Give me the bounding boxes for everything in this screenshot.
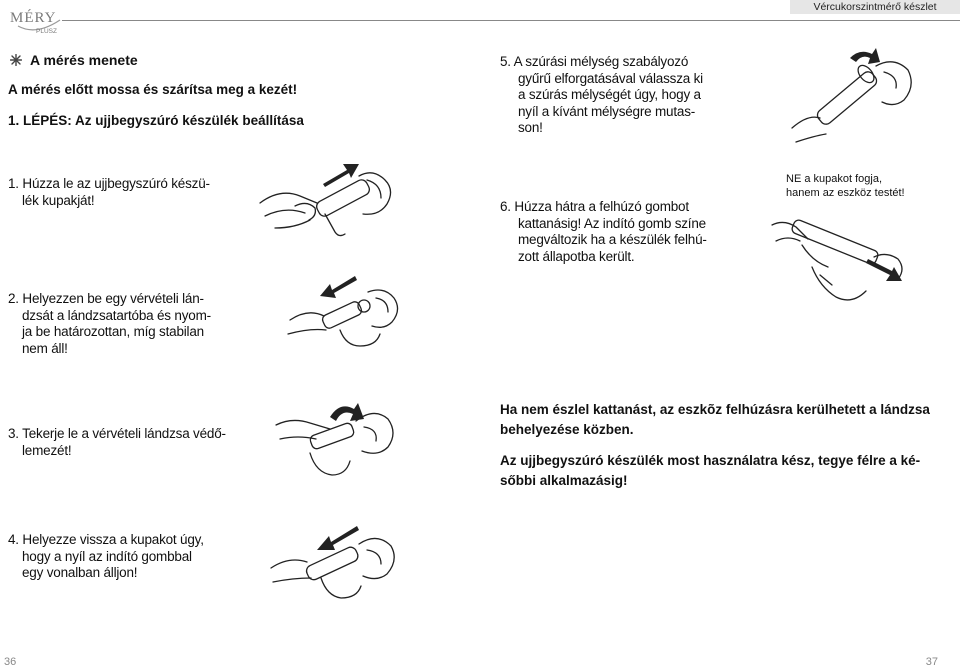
twist-cover-illustration xyxy=(270,395,400,490)
ready-line: Az ujjbegyszúró készülék most használatra kész, tegye félre a ké- xyxy=(500,453,921,468)
step-2-line: nem áll! xyxy=(22,340,68,356)
section-title xyxy=(10,52,138,68)
caution-note-line: hanem az eszköz testét! xyxy=(786,187,905,199)
step-4-line: 4. Helyezze vissza a kupakot úgy, xyxy=(8,532,204,547)
snowflake-bullet-icon xyxy=(10,54,22,66)
step-3 xyxy=(8,426,226,459)
step-4-line: egy vonalban álljon! xyxy=(22,565,138,580)
step-1-line: 1. Húzza le az ujjbegyszúró készü- xyxy=(8,176,210,191)
step-5-line: 5. A szúrási mélység szabályozó xyxy=(500,54,689,69)
step-2-line: 2. Helyezzen be egy vérvételi lán- xyxy=(8,291,204,306)
step-6-line: kattanásig! Az indító gomb színe xyxy=(518,215,706,231)
header-rule xyxy=(62,20,960,21)
plunger-illustration xyxy=(762,205,912,310)
step-6-line: megváltozik ha a készülék felhú- xyxy=(518,232,707,247)
section-tab: Vércukorszintmérő készlet xyxy=(790,0,960,14)
depth-ring-illustration xyxy=(790,48,920,148)
page-number-right: 37 xyxy=(925,656,938,668)
page-number-left: 36 xyxy=(4,656,17,668)
svg-text:MÉRY: MÉRY xyxy=(10,10,57,26)
step-3-line: lemezét! xyxy=(22,442,72,458)
step-6 xyxy=(500,199,707,265)
step-1 xyxy=(8,176,210,209)
step-1-line: lék kupakját! xyxy=(22,192,95,208)
insert-lancet-illustration xyxy=(280,268,410,358)
ready-line: sőbbi alkalmazásig! xyxy=(500,473,628,488)
remove-cap-illustration xyxy=(255,158,405,258)
step-2-line: ja be határozottan, míg stabilan xyxy=(22,324,204,339)
caution-note xyxy=(786,172,905,200)
ready-text xyxy=(500,451,920,491)
intro-text: A mérés előtt mossa és szárítsa meg a kezét! xyxy=(8,82,298,97)
step-4 xyxy=(8,532,204,582)
step-2-line: dzsát a lándzsatartóba és nyom- xyxy=(22,307,211,323)
step-2 xyxy=(8,291,211,357)
step-5 xyxy=(500,54,703,137)
warning-text xyxy=(500,400,930,440)
step-5-line: nyíl a kívánt mélységre mutas- xyxy=(518,103,696,119)
step-heading: 1. LÉPÉS: Az ujjbegyszúró készülék beállítása xyxy=(8,113,304,128)
warning-line: Ha nem észlel kattanást, az eszkõz felhúzásra kerülhetett a lándzsa xyxy=(500,402,930,417)
step-6-line: 6. Húzza hátra a felhúzó gombot xyxy=(500,199,689,214)
warning-line: behelyezése közben. xyxy=(500,422,634,437)
svg-text:PLUSZ: PLUSZ xyxy=(36,28,57,35)
section-title-text: A mérés menete xyxy=(30,52,138,68)
step-3-line: 3. Tekerje le a vérvételi lándzsa védő- xyxy=(8,426,226,441)
step-4-line: hogy a nyíl az indító gombbal xyxy=(22,548,192,564)
replace-cap-illustration xyxy=(265,512,405,612)
step-5-line: gyűrű elforgatásával válassza ki xyxy=(518,70,703,86)
step-6-line: zott állapotba került. xyxy=(518,248,635,264)
mery-plusz-logo xyxy=(8,6,66,36)
step-5-line: son! xyxy=(518,120,543,135)
caution-note-line: NE a kupakot fogja, xyxy=(786,173,883,185)
step-5-line: a szúrás mélységét úgy, hogy a xyxy=(518,87,701,102)
